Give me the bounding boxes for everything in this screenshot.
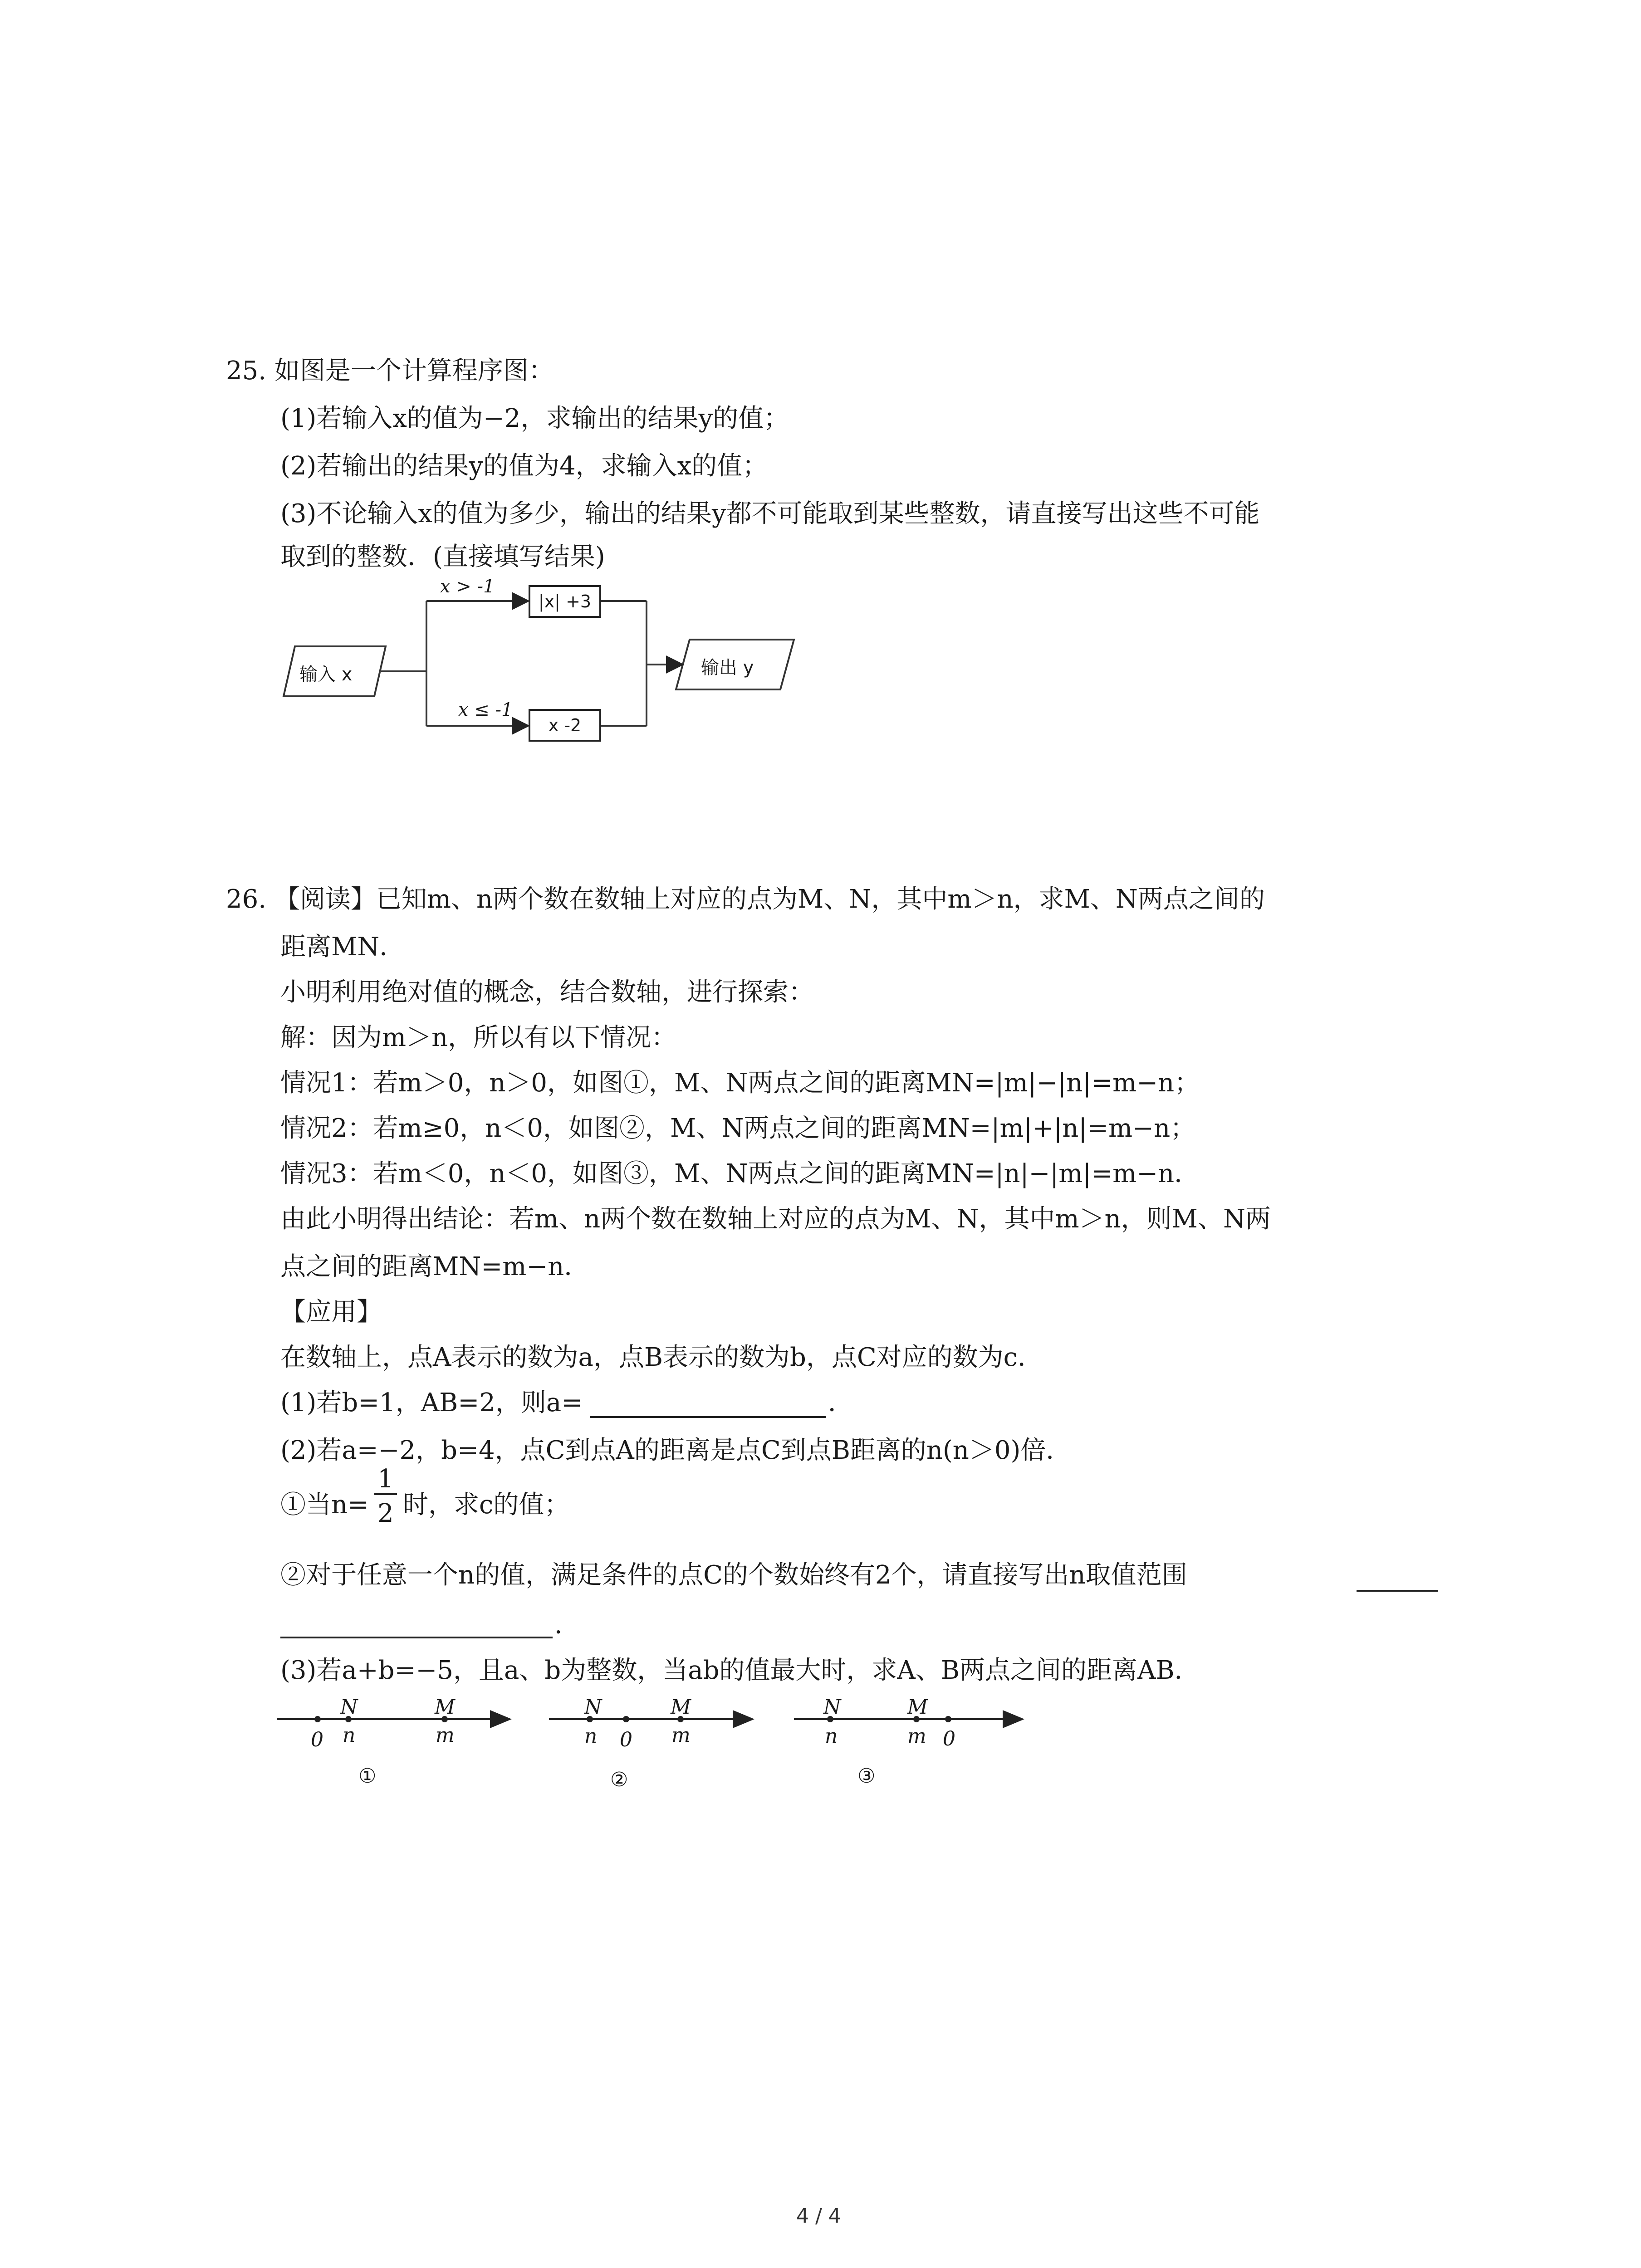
cond-top: x > -1 [440,576,495,597]
q26-part3: (3)若a+b=−5，且a、b为整数，当ab的值最大时，求A、B两点之间的距离AB． [280,1656,1200,1685]
fig2-caption: ② [610,1768,628,1791]
q25-stem: 25. 如图是一个计算程序图： [226,356,554,386]
q26-conclusion-line1: 由此小明得出结论：若m、n两个数在数轴上对应的点为M、N，其中m＞n，则M、N两 [280,1204,1271,1234]
fig3-zero-label: 0 [943,1727,955,1750]
input-label: 输入 x [299,664,353,685]
fraction-denominator: 2 [377,1499,394,1528]
fig2-zero-label: 0 [620,1728,632,1751]
fig3-m-label: m [907,1725,926,1748]
fig3-M-label: M [907,1696,928,1719]
q26-part2-ii-blank-b [280,1637,553,1638]
q26-part2-ii-end: ． [554,1610,580,1640]
fig1-M-label: M [435,1696,456,1719]
q26-part2-ii-blank-a [1357,1590,1438,1592]
box-top: |x| +3 [529,585,601,618]
fig1-m-label: m [436,1724,455,1747]
q26-part2-i-a: ①当n= [280,1490,369,1520]
q26-stem-line1: 26. 【阅读】已知m、n两个数在数轴上对应的点为M、N，其中m＞n，求M、N两点之间的 [226,885,1265,914]
box-bottom: x -2 [529,709,601,742]
fraction-numerator: 1 [377,1464,394,1494]
fig2-N-label: N [584,1696,602,1719]
fraction-bar [374,1493,397,1495]
fig3-N-label: N [823,1696,841,1719]
q26-part2-ii: ②对于任意一个n的值，满足条件的点C的个数始终有2个，请直接写出n取值范围 [280,1560,1187,1590]
q26-conclusion-line2: 点之间的距离MN=m−n． [280,1252,590,1281]
q26-stem-line2: 距离MN． [280,932,405,962]
fig2-M-label: M [671,1696,691,1719]
q26-application-heading: 【应用】 [280,1297,382,1327]
q25-part1: (1)若输入x的值为−2，求输出的结果y的值； [280,404,789,433]
output-label: 输出 y [701,657,754,678]
fig1-caption: ① [358,1765,377,1788]
page-number: 4 / 4 [796,2204,841,2228]
fig1-N-label: N [340,1696,358,1719]
q26-case1: 情况1：若m＞0，n＞0，如图①，M、N两点之间的距离MN=|m|−|n|=m−n； [280,1068,1200,1098]
fig1-zero-label: 0 [311,1728,323,1751]
fig3-caption: ③ [857,1765,876,1788]
q26-case2: 情况2：若m≥0，n＜0，如图②，M、N两点之间的距离MN=|m|+|n|=m−n； [280,1114,1196,1143]
fig1-zero-dot [314,1716,321,1722]
q26-part2-i-b: 时，求c的值； [403,1490,570,1520]
q25-part2: (2)若输出的结果y的值为4，求输入x的值； [280,451,768,481]
fig1-n-label: n [343,1724,356,1747]
q26-solution-intro: 解：因为m＞n，所以有以下情况： [280,1023,677,1052]
fig2-m-label: m [671,1724,691,1747]
q26-part1-end: ． [828,1388,853,1418]
fig3-n-label: n [825,1725,838,1748]
q25-flowchart [272,576,817,758]
q26-part2: (2)若a=−2，b=4，点C到点A的距离是点C到点B距离的n(n＞0)倍． [280,1436,1072,1465]
fig2-n-label: n [584,1725,598,1748]
fig2-zero-dot [623,1716,629,1722]
q26-part1: (1)若b=1，AB=2，则a= [280,1388,583,1418]
q25-part3-line1: (3)不论输入x的值为多少，输出的结果y都不可能取到某些整数，请直接写出这些不可能 [280,499,1260,528]
cond-bottom: x ≤ -1 [458,699,513,720]
number-line-figures [272,1696,1043,1796]
q26-application-intro: 在数轴上，点A表示的数为a，点B表示的数为b，点C对应的数为c． [280,1343,1043,1372]
q26-part1-blank [590,1416,826,1418]
fig3-zero-dot [945,1716,951,1722]
q26-case3: 情况3：若m＜0，n＜0，如图③，M、N两点之间的距离MN=|n|−|m|=m−n． [280,1159,1200,1188]
q26-explore: 小明利用绝对值的概念，结合数轴，进行探索： [280,978,814,1007]
q25-part3-line2: 取到的整数．(直接填写结果) [280,542,605,572]
